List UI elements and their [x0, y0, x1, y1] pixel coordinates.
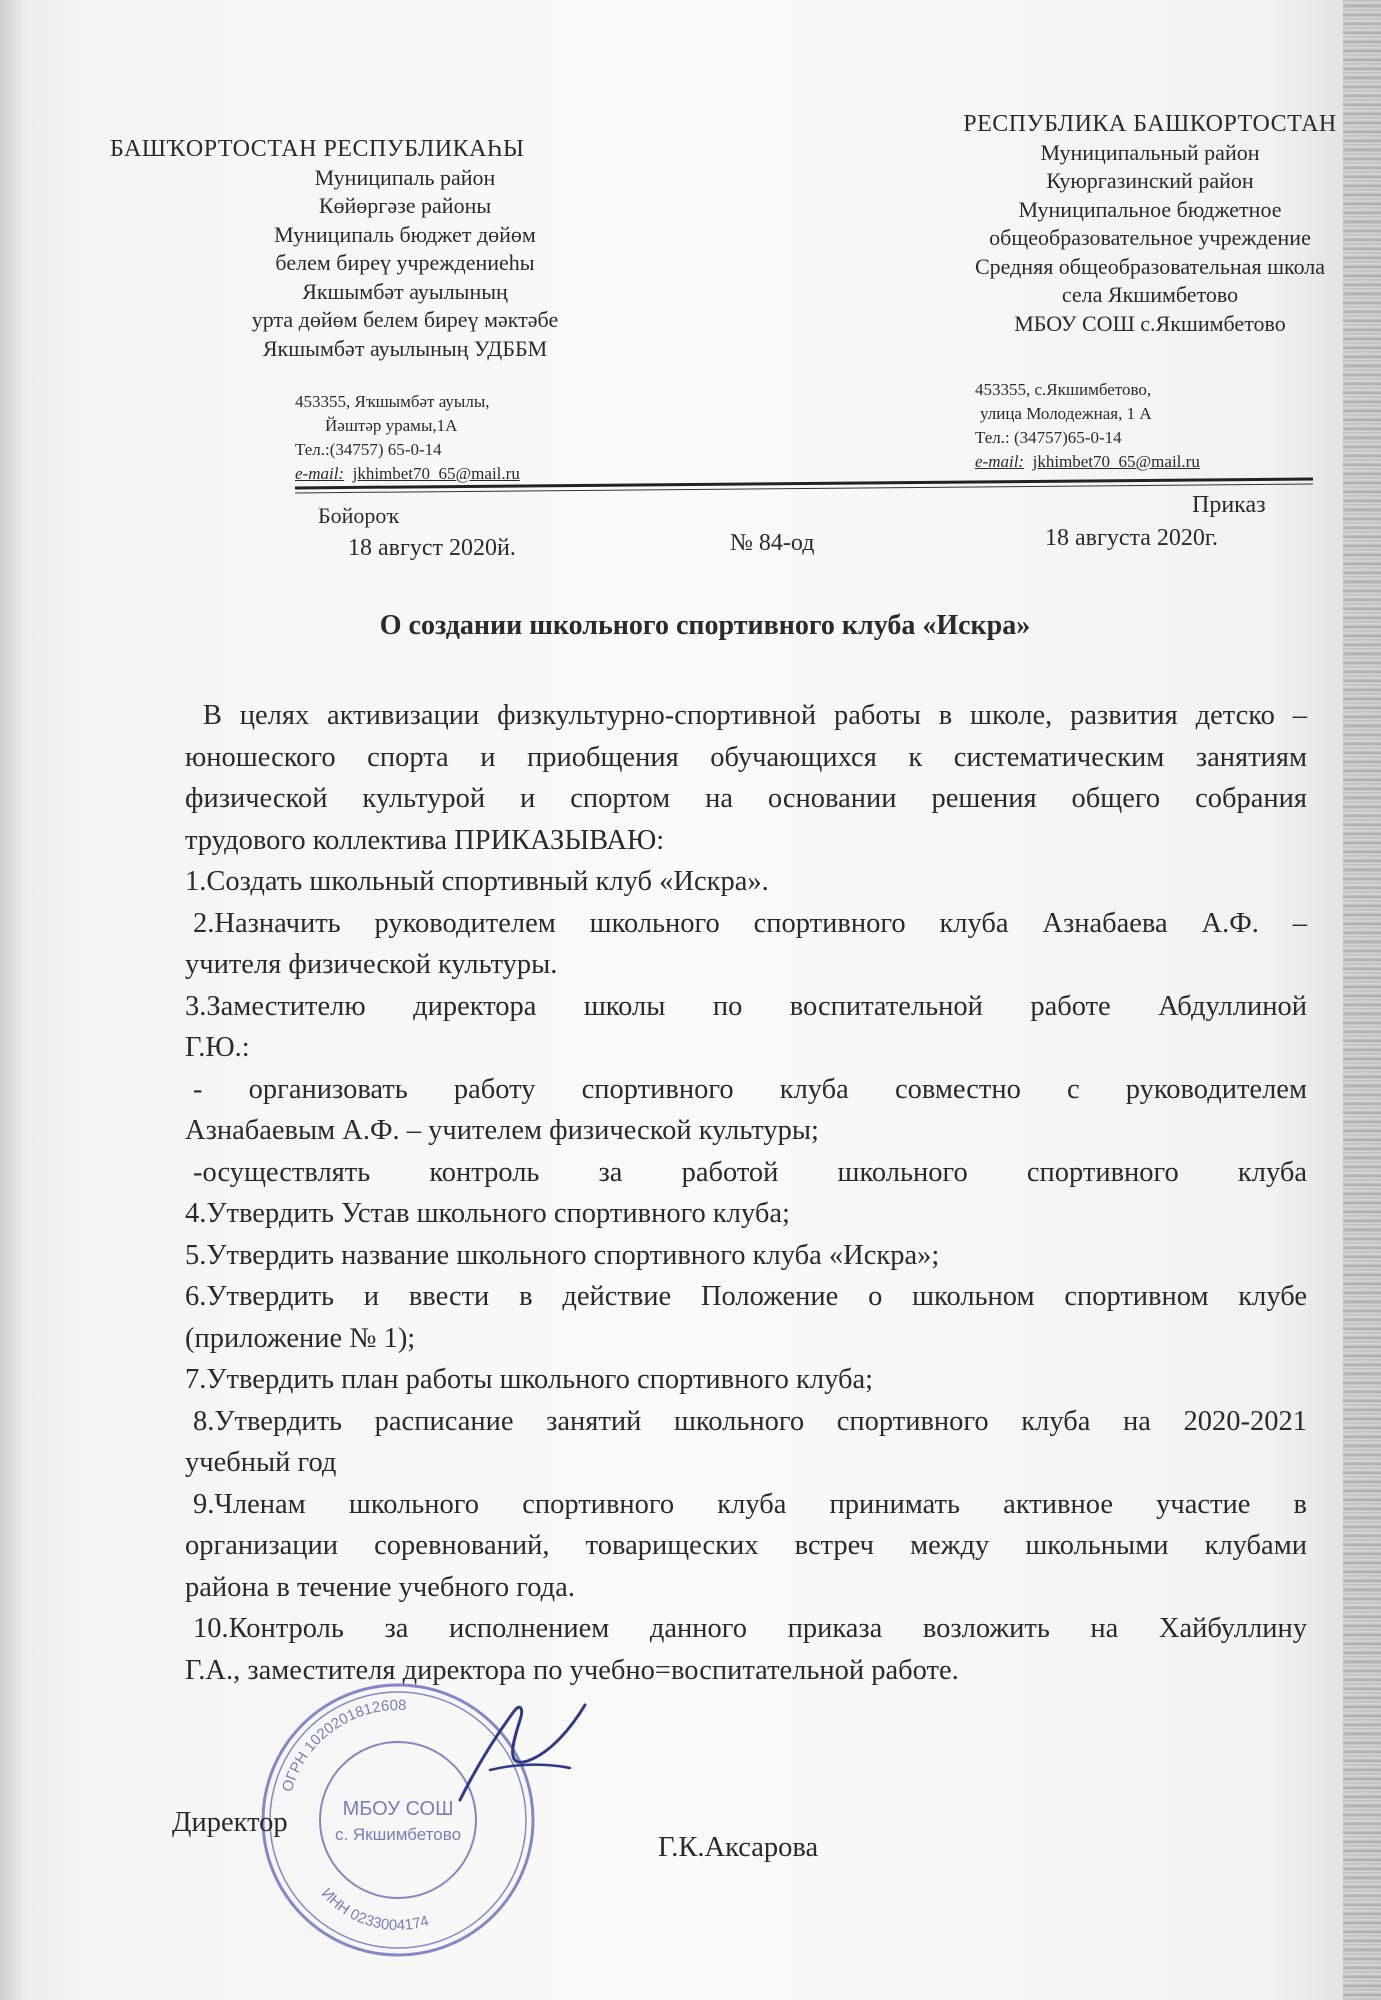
letterhead-bashkir-line: Муниципаль район [314, 164, 496, 190]
letterhead-bashkir-line: Якшымбәт ауылының [302, 278, 508, 304]
order-item-7: 7.Утвердить план работы школьного спортивного клуба; [185, 1364, 874, 1395]
email-address: jkhimbet70_65@mail.ru [352, 464, 520, 483]
letterhead-russian-line: Муниципальный район [1040, 139, 1260, 165]
email-label: e-mail: [295, 464, 345, 483]
order-title-bashkir: Бойороҡ [318, 503, 400, 528]
order-date-bashkir: 18 август 2020й. [348, 535, 516, 561]
order-item-8: 8.Утвердить расписание занятий школьного спортивного клуба на 2020-2021 [193, 1405, 1307, 1437]
document-heading: О создании школьного спортивного клуба «Искра» [379, 610, 1031, 641]
order-item-3a: - организовать работу спортивного клуба совместно с руководителем [193, 1073, 1307, 1105]
email-address: jkhimbet70_65@mail.ru [1032, 452, 1200, 471]
letterhead-russian-line: МБОУ СОШ с.Якшимбетово [1014, 310, 1286, 336]
letterhead-russian-line: Куюргазинский район [1046, 168, 1254, 193]
document-body [185, 695, 1307, 1691]
letterhead-bashkir-line: белем биреү учреждениеһы [275, 250, 535, 275]
letterhead-bashkir-line: Көйөргәзе районы [318, 193, 492, 218]
letterhead-bashkir-line: Муниципаль бюджет дөйөм [274, 221, 536, 247]
handwritten-signature [420, 1690, 620, 1820]
signature-role: Директор [172, 1807, 288, 1838]
body-line: В целях активизации физкультурно-спортивной работы в школе, развития детско – [185, 700, 1307, 731]
address-line: Тел.:(34757) 65-0-14 [295, 440, 442, 459]
body-line: трудового коллектива ПРИКАЗЫВАЮ: [185, 824, 665, 856]
address-line: Йәштәр урамы,1А [325, 416, 458, 435]
order-item-9: 9.Членам школьного спортивного клуба принимать активное участие в [193, 1488, 1307, 1520]
order-title-russian: Приказ [1192, 492, 1266, 518]
order-item-3b: -осуществлять контроль за работой школьного спортивного клуба [193, 1156, 1307, 1188]
letterhead-russian-line: Муниципальное бюджетное [1018, 196, 1282, 222]
letterhead-russian [930, 110, 1370, 338]
letterhead-bashkir-title: БАШҠОРТОСТАН РЕСПУБЛИКАҺЫ [110, 136, 525, 162]
body-line: района в течение учебного года. [185, 1571, 575, 1603]
address-russian [975, 378, 1200, 474]
body-line: Г.А., заместителя директора по учебно=воспитательной работе. [185, 1654, 959, 1686]
letterhead-russian-title: РЕСПУБЛИКА БАШКОРТОСТАН [963, 111, 1337, 137]
letterhead-bashkir [110, 135, 630, 363]
email-label: e-mail: [975, 452, 1025, 471]
scan-edge-left [0, 0, 22, 2000]
address-line: Тел.: (34757)65-0-14 [975, 428, 1122, 447]
body-line: (приложение № 1); [185, 1322, 416, 1354]
stamp-ring-top: ОГРН 1020201812608 [278, 1696, 407, 1794]
stamp-center-line: МБОУ СОШ [342, 1798, 454, 1820]
order-date-russian: 18 августа 2020г. [1045, 525, 1219, 551]
letterhead-russian-line: села Якшимбетово [1061, 282, 1239, 307]
body-line: организации соревнований, товарищеских встреч между школьными клубами [185, 1530, 1307, 1561]
order-item-10: 10.Контроль за исполнением данного приказа возложить на Хайбуллину [193, 1613, 1307, 1644]
body-line: Азнабаевым А.Ф. – учителем физической культуры; [185, 1115, 819, 1146]
letterhead-russian-line: Средняя общеобразовательная школа [974, 253, 1326, 279]
body-line: Г.Ю.: [185, 1032, 250, 1063]
email-line [295, 462, 520, 486]
letterhead-bashkir-line: Якшымбәт ауылының УДББМ [262, 335, 548, 361]
body-line: физической культурой и спортом на основании решения общего собрания [185, 783, 1307, 814]
order-item-6: 6.Утвердить и ввести в действие Положение о школьном спортивном клубе [185, 1281, 1307, 1312]
address-bashkir [295, 390, 520, 486]
stamp-ring-bottom: ИНН 0233004174 [317, 1884, 431, 1935]
order-number: № 84-од [730, 530, 815, 556]
signature-name: Г.К.Аксарова [658, 1832, 819, 1863]
letterhead-russian-line: общеобразовательное учреждение [989, 225, 1311, 250]
address-line: 453355, Яҡшымбәт ауылы, [295, 392, 490, 411]
body-line: учебный год [185, 1447, 337, 1478]
order-item-1: 1.Создать школьный спортивный клуб «Искра». [185, 866, 769, 897]
stamp-center-line: с. Якшимбетово [334, 1825, 462, 1844]
email-line [975, 450, 1200, 474]
order-item-4: 4.Утвердить Устав школьного спортивного клуба; [185, 1198, 790, 1229]
order-item-2: 2.Назначить руководителем школьного спортивного клуба Азнабаева А.Ф. – [193, 907, 1307, 939]
body-line: учителя физической культуры. [185, 949, 558, 980]
address-line: 453355, с.Якшимбетово, [975, 380, 1152, 399]
order-item-3: 3.Заместителю директора школы по воспитательной работе Абдуллиной [185, 990, 1307, 1022]
address-line: улица Молодежная, 1 А [980, 404, 1152, 423]
letterhead-bashkir-line: урта дөйөм белем биреү мәктәбе [251, 307, 559, 332]
body-line: юношеского спорта и приобщения обучающихся к систематическим занятиям [185, 741, 1307, 773]
order-item-5: 5.Утвердить название школьного спортивного клуба «Искра»; [185, 1239, 940, 1271]
